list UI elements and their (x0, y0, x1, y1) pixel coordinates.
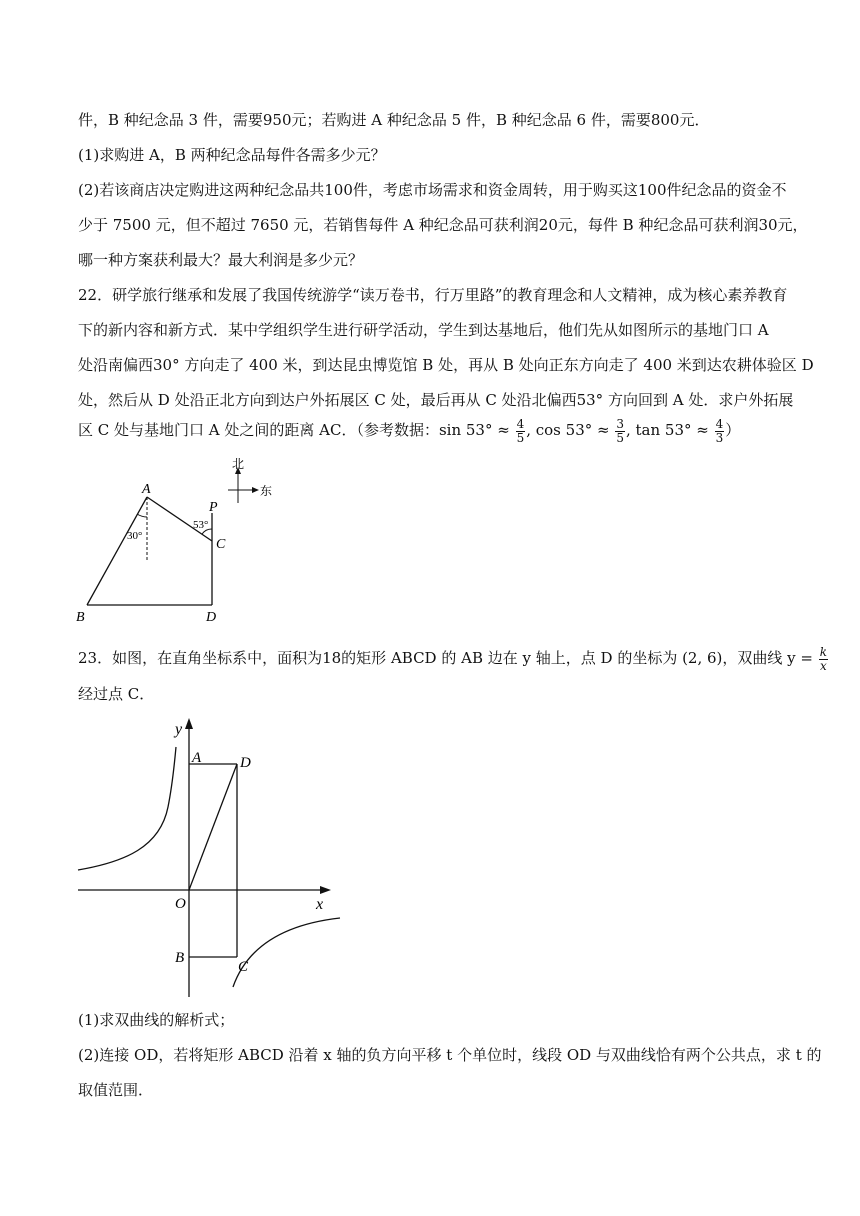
ref-data-tan: , tan 53° ≈ (625, 421, 714, 439)
hyperbola-branch-right (233, 918, 340, 987)
compass-east-head (252, 487, 259, 493)
y-axis-arrow (185, 718, 193, 729)
question-23-line-1 (78, 640, 828, 676)
question-22-line-3: 处沿南偏西30° 方向走了 400 米，到达昆虫博览馆 B 处，再从 B 处向正东方向走了 400 米到达农耕体验区 D (78, 356, 814, 374)
label-P: P (209, 500, 218, 515)
x-axis-arrow (320, 886, 331, 894)
angle-53-label: 53° (193, 519, 209, 531)
segment-AB (87, 497, 147, 605)
ref-data-suffix: ） (725, 421, 741, 439)
route-diagram (70, 455, 290, 630)
question-23-line-2: 经过点 C． (78, 685, 155, 703)
segment-OD (189, 764, 237, 890)
tan-fraction: $\frac{4}{3}$ (715, 416, 724, 445)
coordinate-graph (75, 712, 350, 1002)
question-23-part-1: (1)求双曲线的解析式； (78, 1011, 235, 1029)
label-A: A (142, 482, 151, 497)
question-21-part-2-line-2: 少于 7500 元，但不超过 7650 元，若销售每件 A 种纪念品可获利润20元，每件 B 种纪念品可获利润30元， (78, 216, 808, 234)
question-22-line-1: 22．研学旅行继承和发展了我国传统游学“读万卷书，行万里路”的教育理念和人文精神，成为核心素养教育 (78, 286, 788, 304)
question-23-part-2-line-1: (2)连接 OD，若将矩形 ABCD 沿着 x 轴的负方向平移 t 个单位时，线段 OD 与双曲线恰有两个公共点，求 t 的 (78, 1046, 822, 1064)
compass-north-label: 北 (232, 457, 245, 471)
ref-data-cos: , cos 53° ≈ (526, 421, 615, 439)
question-21-part-1: (1)求购进 A，B 两种纪念品每件各需多少元？ (78, 146, 386, 164)
question-21-part-2-line-1: (2)若该商店决定购进这两种纪念品共100件，考虑市场需求和资金周转，用于购买这100件纪念品的资金不 (78, 181, 787, 199)
q23-text: 23．如图，在直角坐标系中，面积为18的矩形 ABCD 的 AB 边在 y 轴上，点 D 的坐标为 (2, 6)，双曲线 y = (78, 649, 818, 667)
hyperbola-branch-left (78, 747, 176, 870)
ref-data-prefix: 区 C 处与基地门口 A 处之间的距离 AC．（参考数据：sin 53° ≈ (78, 421, 515, 439)
question-22-line-5 (78, 412, 790, 448)
angle-30-label: 30° (127, 530, 143, 542)
label-B: B (175, 950, 185, 966)
origin-label: O (175, 896, 186, 912)
question-22-line-2: 下的新内容和新方式．某中学组织学生进行研学活动，学生到达基地后，他们先从如图所示的基地门口 A (78, 321, 769, 339)
label-C: C (238, 959, 249, 975)
axis-x-label: x (316, 896, 324, 913)
label-A: A (192, 750, 202, 766)
label-C: C (216, 537, 226, 552)
cos-fraction: $\frac{3}{5}$ (616, 416, 624, 445)
axis-y-label: y (175, 721, 183, 738)
sin-fraction: $\frac{4}{5}$ (516, 416, 525, 445)
question-23-part-2-line-2: 取值范围． (78, 1081, 154, 1099)
angle-30-arc (137, 514, 147, 517)
question-21-part-2-line-3: 哪一种方案获利最大？最大利润是多少元？ (78, 251, 364, 269)
k-over-x-fraction: $\frac{k}{x}$ (819, 644, 828, 673)
text-line-1: 件，B 种纪念品 3 件，需要950元；若购进 A 种纪念品 5 件，B 种纪念品 6 件，需要800元． (78, 111, 710, 129)
compass-east-label: 东 (260, 484, 273, 498)
question-22-line-4: 处，然后从 D 处沿正北方向到达户外拓展区 C 处，最后再从 C 处沿北偏西53° 方向回到 A 处．求户外拓展 (78, 391, 794, 409)
label-D: D (240, 755, 251, 771)
label-D: D (206, 610, 217, 625)
label-B: B (76, 610, 85, 625)
